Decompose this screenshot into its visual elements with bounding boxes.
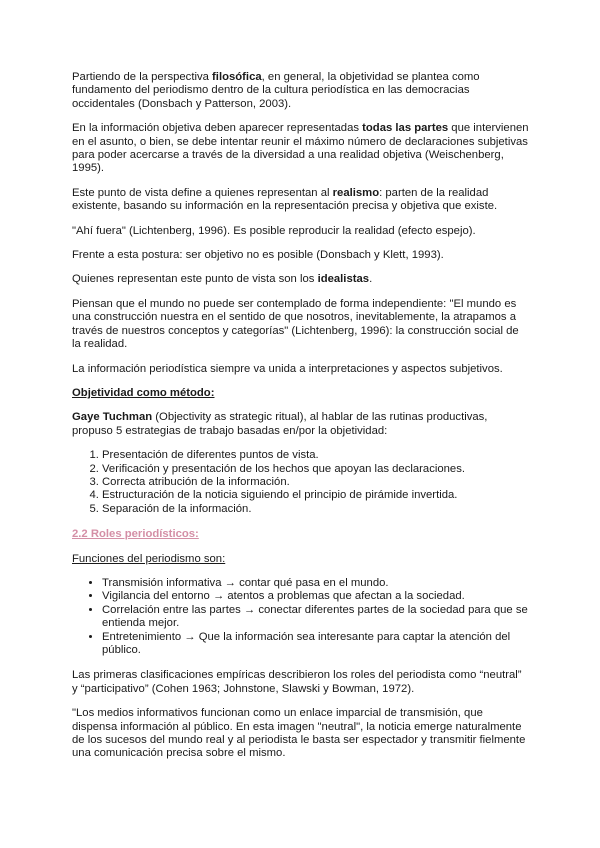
text: (Objectivity as strategic ritual), al hablar de las rutinas productivas, propuso 5 estrategias de trabajo basadas en/por la objetividad:	[72, 411, 488, 437]
text: : parten de la realidad existente, basando su información en la representación precisa y objetiva que existe.	[72, 186, 498, 213]
list-item: 3. Correcta atribución de la información.	[102, 476, 530, 489]
list-item: 2. Verificación y presentación de los hechos que apoyan las declaraciones.	[102, 463, 530, 476]
paragraph-idealistas	[72, 273, 530, 286]
heading-text: Funciones del periodismo son:	[72, 552, 226, 565]
paragraph-piensan: Piensan que el mundo no puede ser contemplado de forma independiente: "El mundo es una construcción nuestra en el sentido de que nosotros, inevitablemente, la atrapamos a través de nuestros conceptos y categorías" (Lichtenberg, 1996): la construcción social de la realidad.	[72, 297, 519, 351]
section-heading-text: 2.2 Roles periodísticos:	[72, 528, 199, 541]
list-item: • Vigilancia del entorno → atentos a problemas que afectan a la sociedad.	[102, 590, 530, 603]
paragraph-realismo	[72, 187, 530, 214]
bold-term: Gaye Tuchman	[72, 411, 153, 424]
list-item: • Transmisión informativa → contar qué pasa en el mundo.	[102, 577, 530, 590]
paragraph-clasificaciones: Las primeras clasificaciones empíricas describieron los roles del periodista como “neutral” y “participativo” (Cohen 1963; Johnstone, Slawski y Bowman, 1972).	[72, 669, 522, 695]
list-item: 5. Separación de la información.	[102, 503, 530, 516]
text: Este punto de vista define a quienes representan al	[72, 186, 333, 199]
text: .	[369, 273, 373, 286]
text: que intervienen en el asunto, o bien, se debe intentar reunir el máximo número de declaraciones subjetivas para poder acercarse a través de la diversidad a una realidad objetiva (Weischenberg, 1995).	[72, 122, 529, 175]
paragraph-medios-informativos: "Los medios informativos funcionan como un enlace imparcial de transmisión, que dispensa información al público. En esta imagen "neutral", la noticia emerge naturalmente de los sucesos del mundo real y al periodista le basta ser espectador y transmitir fielmente una comunicación precisa sobre el mismo.	[72, 707, 526, 760]
list-item: 1. Presentación de diferentes puntos de vista.	[102, 449, 530, 462]
list-item: 4. Estructuración de la noticia siguiendo el principio de pirámide invertida.	[102, 489, 530, 502]
bold-term: realismo	[332, 186, 380, 199]
text: , en general, la objetividad se plantea como fundamento del periodismo dentro de la cultura periodística en las democracias occidentales (Donsbach y Patterson, 2003).	[72, 71, 480, 110]
section-heading-roles	[72, 528, 530, 541]
paragraph-informacion-objetiva	[72, 122, 530, 176]
functions-list	[72, 577, 530, 657]
heading-text: Objetividad como método:	[72, 386, 215, 399]
paragraph-frente-postura: Frente a esta postura: ser objetivo no es posible (Donsbach y Klett, 1993).	[72, 249, 444, 262]
bold-term: todas las partes	[362, 122, 449, 135]
text: En la información objetiva deben aparecer representadas	[72, 122, 363, 135]
text: Quienes representan este punto de vista son los	[72, 273, 318, 286]
paragraph-tuchman	[72, 411, 530, 438]
heading-objetividad-metodo	[72, 387, 530, 400]
list-item: • Entretenimiento → Que la información sea interesante para captar la atención del público.	[102, 631, 530, 658]
list-item: • Correlación entre las partes → conectar diferentes partes de la sociedad para que se entienda mejor.	[102, 604, 530, 631]
strategies-list	[72, 449, 530, 516]
heading-funciones	[72, 553, 530, 566]
paragraph-informacion-periodistica: La información periodística siempre va unida a interpretaciones y aspectos subjetivos.	[72, 362, 503, 375]
bold-term: filosófica	[212, 71, 262, 83]
bold-term: idealistas	[317, 273, 370, 286]
text: Partiendo de la perspectiva	[72, 71, 213, 83]
paragraph-perspectiva-filosofica	[72, 71, 530, 111]
paragraph-ahi-fuera: "Ahí fuera" (Lichtenberg, 1996). Es posible reproducir la realidad (efecto espejo).	[72, 224, 476, 237]
document-body	[72, 71, 530, 772]
